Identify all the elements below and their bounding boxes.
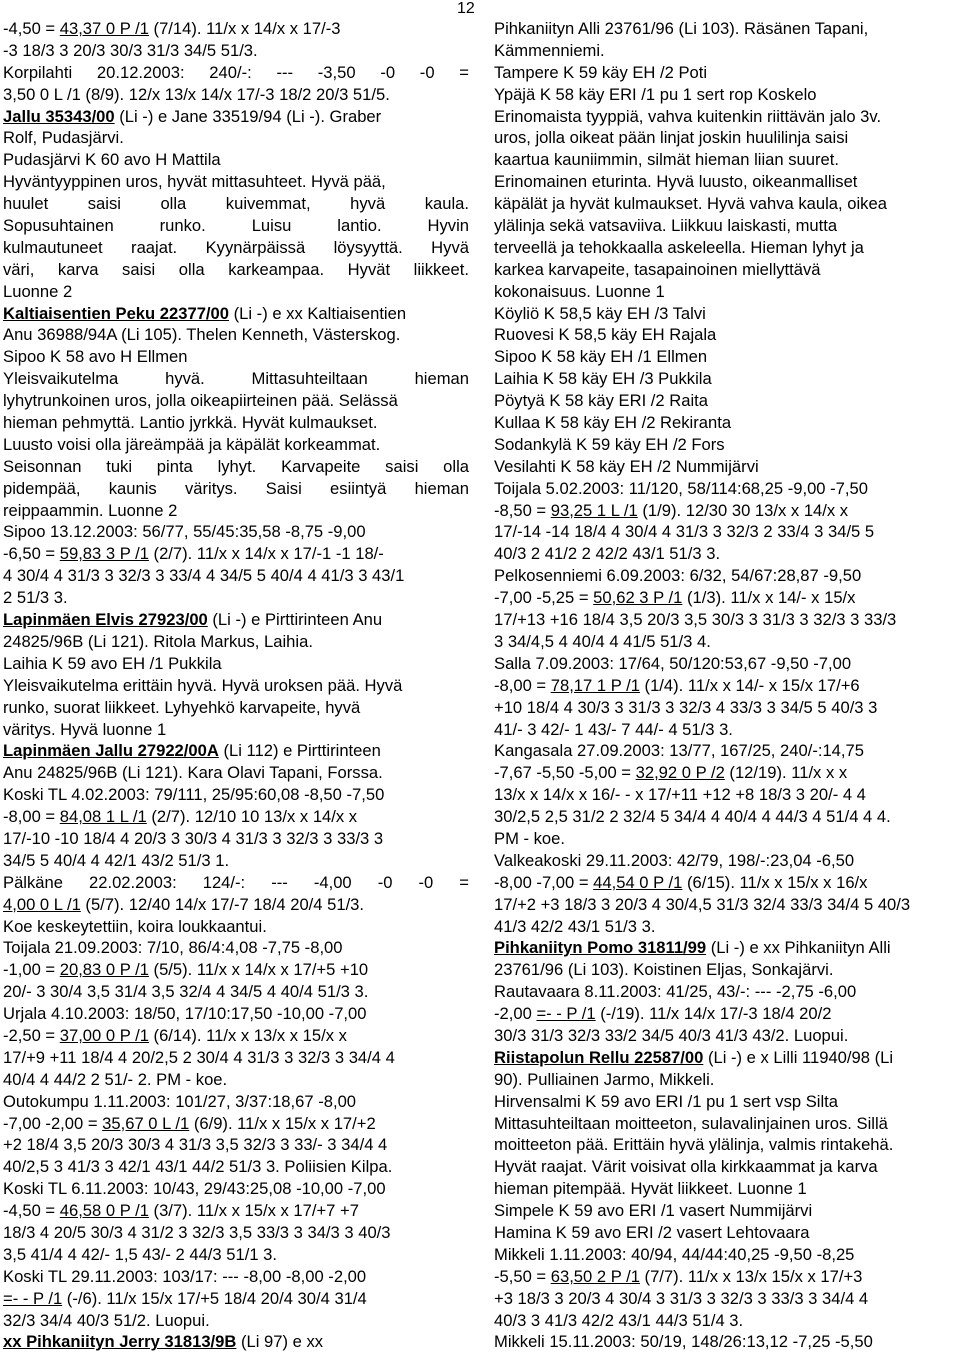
text-line	[494, 806, 960, 828]
text-line	[3, 412, 469, 434]
text-line	[494, 784, 960, 806]
text-segment: -4,50 =	[3, 1201, 60, 1221]
text-segment: -8,50 =	[494, 500, 551, 520]
text-line	[3, 259, 469, 281]
text-segment: Anu 36988/94A (Li 105). Thelen Kenneth, Västerskog.	[3, 325, 401, 345]
text-segment: Mikkeli 15.11.2003: 50/19, 148/26:13,12 -7,25 -5,50	[494, 1332, 873, 1352]
text-segment: 4 30/4 4 31/3 3 32/3 3 33/4 4 34/5 5 40/4 4 41/3 3 43/1	[3, 566, 405, 586]
text-line	[494, 937, 960, 959]
result-score: 43,37 0 P /1	[59, 19, 149, 38]
text-line	[494, 565, 960, 587]
text-segment: 23761/96 (Li 103). Koistinen Eljas, Sonkajärvi.	[494, 960, 834, 980]
text-segment: -5,50 =	[494, 1266, 551, 1286]
text-line	[3, 40, 469, 62]
text-line	[494, 40, 960, 62]
text-line	[3, 281, 469, 303]
text-line	[3, 872, 469, 894]
text-segment: Laihia K 58 käy EH /3 Pukkila	[494, 369, 712, 389]
text-line	[494, 1288, 960, 1310]
text-segment: Kangasala 27.09.2003: 13/77, 167/25, 240/-:14,75	[494, 741, 864, 761]
text-line	[494, 1134, 960, 1156]
text-line	[3, 587, 469, 609]
text-line	[494, 193, 960, 215]
text-line	[494, 18, 960, 40]
text-segment: Urjala 4.10.2003: 18/50, 17/10:17,50 -10,00 -7,00	[3, 1004, 367, 1024]
text-segment: huulet saisi olla kuivemmat, hyvä kaula.	[3, 194, 469, 214]
result-score: 35,67 0 L /1	[102, 1113, 190, 1133]
text-line	[3, 1222, 469, 1244]
text-segment: (2/7). 12/10 10 13/x x 14/x x	[146, 807, 358, 827]
text-segment: 30/2,5 2,5 31/2 2 32/4 5 34/4 4 40/4 4 44/3 4 51/4 4 4.	[494, 807, 891, 827]
text-line	[494, 390, 960, 412]
result-score: =- - P /1	[536, 1004, 596, 1024]
text-segment: (6/9). 11/x x 15/x x 17/+2	[189, 1113, 376, 1133]
text-segment: (1/4). 11/x x 14/- x 15/x 17/+6	[639, 675, 860, 695]
text-line	[3, 237, 469, 259]
text-segment: ylälinja sekä vatsaviiva. Liikkuu laiskasti, mutta	[494, 216, 838, 236]
result-score: 44,54 0 P /1	[593, 872, 683, 892]
text-segment: Hyväntyyppinen uros, hyvät mittasuhteet. Hyvä pää,	[3, 172, 386, 192]
text-line	[494, 1003, 960, 1025]
text-line	[494, 1069, 960, 1091]
text-segment: Yleisvaikutelma hyvä. Mittasuhteiltaan hieman	[3, 369, 469, 389]
dog-name: xx Pihkaniityn Jerry 31813/9B	[3, 1332, 237, 1352]
text-segment: väritys. Hyvä luonne 1	[3, 719, 167, 739]
text-line	[494, 259, 960, 281]
text-segment: Rolf, Pudasjärvi.	[3, 128, 124, 148]
text-line	[494, 303, 960, 325]
text-line	[3, 894, 469, 916]
text-line	[494, 740, 960, 762]
text-segment: 17/-14 -14 18/4 4 30/4 4 31/3 3 32/3 2 33/4 3 34/5 5	[494, 522, 875, 542]
text-line	[3, 193, 469, 215]
text-line	[494, 653, 960, 675]
text-line	[3, 543, 469, 565]
text-segment: hieman pitempää. Hyvät liikkeet. Luonne 1	[494, 1179, 807, 1199]
text-line	[494, 850, 960, 872]
text-segment: moitteeton pää. Erittäin hyvä ylälinja, valmis rintakehä.	[494, 1135, 894, 1155]
right-column	[494, 18, 960, 1353]
text-segment: (7/7). 11/x x 13/x 15/x x 17/+3	[639, 1266, 863, 1286]
text-line	[3, 1156, 469, 1178]
text-segment: terveellä ja tehokkaalla askeleella. Hieman lyhyt ja	[494, 237, 864, 257]
text-line	[494, 719, 960, 741]
text-segment: Sodankylä K 59 käy EH /2 Fors	[494, 434, 725, 454]
text-segment: 3,50 0 L /1	[3, 84, 81, 104]
text-segment: (6/14). 11/x x 13/x x 15/x x	[148, 1025, 347, 1045]
text-line	[494, 1266, 960, 1288]
text-segment: Salla 7.09.2003: 17/64, 50/120:53,67 -9,50 -7,00	[494, 653, 852, 673]
text-line	[3, 62, 469, 84]
text-line	[494, 500, 960, 522]
text-segment: +2 18/4 3,5 20/3 30/3 4 31/3 3,5 32/3 3 33/- 3 34/4 4	[3, 1135, 388, 1155]
text-line	[494, 762, 960, 784]
text-segment: 34/5 5 40/4 4 42/1 43/2 51/3 1.	[3, 850, 230, 870]
result-score: 93,25 1 L /1	[550, 500, 638, 520]
text-segment: -2,00	[494, 1004, 537, 1024]
text-line	[3, 806, 469, 828]
text-segment: Korpilahti 20.12.2003: 240/-: --- -3,50 -0 -0 =	[3, 62, 469, 82]
dog-name: Lapinmäen Jallu 27922/00A	[3, 741, 219, 761]
text-segment: Kullaa K 58 käy EH /2 Rekiranta	[494, 413, 732, 433]
text-segment: 40/4 4 44/2 2 51/- 2. PM - koe.	[3, 1069, 228, 1089]
text-line	[3, 719, 469, 741]
text-line	[3, 784, 469, 806]
text-segment: käpälät ja hyvät kulmaukset. Hyvä vahva kaula, oikea	[494, 194, 887, 214]
result-score: 20,83 0 P /1	[59, 960, 149, 980]
text-segment: 40/3 2 41/2 2 42/2 43/1 51/3 3.	[494, 544, 721, 564]
text-line	[3, 675, 469, 697]
text-segment: -6,50 =	[3, 544, 60, 564]
text-line	[494, 872, 960, 894]
text-segment: Sopusuhtainen runko. Luisu lantio. Hyvin	[3, 216, 469, 236]
text-segment: Kämmenniemi.	[494, 40, 605, 60]
text-segment: kokonaisuus. Luonne 1	[494, 281, 665, 301]
result-score: 84,08 1 L /1	[59, 807, 147, 827]
text-line	[494, 609, 960, 631]
text-segment: Köyliö K 58,5 käy EH /3 Talvi	[494, 303, 706, 323]
text-segment: 41/3 42/2 43/1 51/3 3.	[494, 916, 656, 936]
text-line	[494, 478, 960, 500]
text-line	[3, 521, 469, 543]
text-line	[3, 609, 469, 631]
text-segment: Toijala 5.02.2003: 11/120, 58/114:68,25 -9,00 -7,50	[494, 478, 868, 498]
text-line	[3, 1288, 469, 1310]
text-line	[3, 1003, 469, 1025]
text-line	[494, 916, 960, 938]
text-segment: Outokumpu 1.11.2003: 101/27, 3/37:18,67 -8,00	[3, 1091, 357, 1111]
text-segment: 3 34/4,5 4 40/4 4 41/5 51/3 4.	[494, 631, 711, 651]
text-line	[494, 894, 960, 916]
text-line	[494, 543, 960, 565]
text-segment: Ruovesi K 58,5 käy EH Rajala	[494, 325, 717, 345]
text-line	[494, 84, 960, 106]
text-segment: reippaammin. Luonne 2	[3, 500, 178, 520]
text-line	[3, 937, 469, 959]
text-line	[494, 1156, 960, 1178]
text-line	[3, 653, 469, 675]
text-line	[494, 106, 960, 128]
text-segment: (-/19). 11/x 14/x 17/-3 18/4 20/2	[595, 1004, 832, 1024]
text-line	[494, 127, 960, 149]
text-segment: 3,5 41/4 4 42/- 1,5 43/- 2 44/3 51/1 3.	[3, 1244, 277, 1264]
text-line	[494, 1331, 960, 1353]
dog-name: Pihkaniityn Pomo 31811/99	[494, 938, 707, 958]
text-line	[494, 521, 960, 543]
text-segment: (1/3). 11/x x 14/- x 15/x	[682, 588, 856, 608]
text-line	[494, 1200, 960, 1222]
text-segment: 17/+13 +16 18/4 3,5 20/3 3,5 30/3 3 31/3 3 32/3 3 33/3	[494, 610, 897, 630]
text-segment: (5/5). 11/x x 14/x x 17/+5 +10	[148, 960, 369, 980]
text-line	[3, 171, 469, 193]
text-segment: -7,00 -5,25 =	[494, 588, 594, 608]
text-segment: 24825/96B (Li 121). Ritola Markus, Laihia.	[3, 631, 313, 651]
text-line	[494, 412, 960, 434]
text-line	[494, 456, 960, 478]
text-segment: 30/3 31/3 32/3 33/2 34/5 40/3 41/3 43/2. Luopui.	[494, 1025, 849, 1045]
text-segment: Mikkeli 1.11.2003: 40/94, 44/44:40,25 -9,50 -8,25	[494, 1244, 855, 1264]
dog-name: Lapinmäen Elvis 27923/00	[3, 610, 208, 630]
text-line	[3, 1200, 469, 1222]
left-column	[3, 18, 469, 1353]
text-line	[494, 149, 960, 171]
text-segment: Tampere K 59 käy EH /2 Poti	[494, 62, 708, 82]
text-line	[494, 675, 960, 697]
text-segment: Sipoo 13.12.2003: 56/77, 55/45:35,58 -8,75 -9,00	[3, 522, 366, 542]
dog-name: Jallu 35343/00	[3, 106, 115, 126]
text-line	[494, 1025, 960, 1047]
text-line	[3, 18, 469, 40]
text-line	[3, 1113, 469, 1135]
text-segment: Pudasjärvi K 60 avo H Mattila	[3, 150, 221, 170]
text-segment: Pöytyä K 58 käy ERI /2 Raita	[494, 391, 708, 411]
text-line	[3, 478, 469, 500]
text-line	[494, 1222, 960, 1244]
text-segment: Rautavaara 8.11.2003: 41/25, 43/-: --- -2,75 -6,00	[494, 982, 857, 1002]
result-score: 78,17 1 P /1	[550, 675, 640, 695]
text-segment: 90). Pulliainen Jarmo, Mikkeli.	[494, 1069, 715, 1089]
text-line	[494, 346, 960, 368]
text-segment: (Li -) e xx Pihkaniityn Alli	[706, 938, 891, 958]
result-score: 59,83 3 P /1	[59, 544, 149, 564]
text-segment: Mittasuhteiltaan moitteeton, sulavalinjainen uros. Sillä	[494, 1113, 888, 1133]
text-segment: 18/3 4 20/5 30/3 4 31/2 3 32/3 3,5 33/3 3 34/3 3 40/3	[3, 1222, 391, 1242]
result-score: 4,00 0 L /1	[3, 894, 81, 914]
text-segment: -8,00 =	[3, 807, 60, 827]
text-line	[3, 127, 469, 149]
text-line	[3, 850, 469, 872]
text-line	[3, 916, 469, 938]
text-segment: -7,67 -5,50 -5,00 =	[494, 763, 636, 783]
text-line	[3, 1244, 469, 1266]
text-segment: PM - koe.	[494, 828, 566, 848]
text-segment: 17/+9 +11 18/4 4 20/2,5 2 30/4 4 31/3 3 32/3 3 34/4 4	[3, 1047, 395, 1067]
text-segment: (7/14). 11/x x 14/x x 17/-3	[148, 19, 341, 38]
text-line	[3, 697, 469, 719]
text-segment: pidempää, kaunis väritys. Saisi esiintyä hieman	[3, 478, 469, 498]
text-line	[494, 981, 960, 1003]
dog-name: Riistapolun Rellu 22587/00	[494, 1047, 704, 1067]
text-line	[494, 281, 960, 303]
text-line	[3, 215, 469, 237]
text-segment: (12/19). 11/x x x	[724, 763, 848, 783]
text-line	[3, 106, 469, 128]
text-segment: karkea karvapeite, tasapainoinen miellyttävä	[494, 259, 821, 279]
text-line	[494, 1047, 960, 1069]
text-segment: Anu 24825/96B (Li 121). Kara Olavi Tapani, Forssa.	[3, 763, 383, 783]
text-line	[3, 631, 469, 653]
text-segment: 20/- 3 30/4 3,5 31/4 3,5 32/4 4 34/5 4 40/4 51/3 3.	[3, 982, 369, 1002]
text-segment: Yleisvaikutelma erittäin hyvä. Hyvä uroksen pää. Hyvä	[3, 675, 403, 695]
text-segment: uros, jolla oikeat pään linjat joskin huulilinja saisi	[494, 128, 849, 148]
text-segment: Luusto voisi olla järeämpää ja käpälät korkeammat.	[3, 434, 381, 454]
text-line	[494, 631, 960, 653]
text-segment: Koski TL 4.02.2003: 79/111, 25/95:60,08 -8,50 -7,50	[3, 785, 385, 805]
text-line	[494, 62, 960, 84]
dog-name: Kaltiaisentien Peku 22377/00	[3, 303, 229, 323]
text-segment: Pälkäne 22.02.2003: 124/-: --- -4,00 -0 -0 =	[3, 872, 469, 892]
text-line	[3, 434, 469, 456]
text-line	[494, 1113, 960, 1135]
text-line	[3, 1266, 469, 1288]
text-line	[3, 1310, 469, 1332]
text-segment: Koski TL 6.11.2003: 10/43, 29/43:25,08 -10,00 -7,00	[3, 1179, 386, 1199]
text-line	[3, 1178, 469, 1200]
text-segment: Koe keskeytettiin, koira loukkaantui.	[3, 916, 267, 936]
text-line	[3, 1047, 469, 1069]
text-line	[494, 1178, 960, 1200]
text-segment: Koski TL 29.11.2003: 103/17: --- -8,00 -8,00 -2,00	[3, 1266, 367, 1286]
text-segment: 17/-10 -10 18/4 4 20/3 3 30/3 4 31/3 3 32/3 3 33/3 3	[3, 828, 384, 848]
text-line	[494, 587, 960, 609]
text-line	[3, 84, 469, 106]
text-line	[3, 740, 469, 762]
result-score: =- - P /1	[3, 1288, 63, 1308]
text-segment: -8,00 -7,00 =	[494, 872, 594, 892]
text-segment: lyhytrunkoinen uros, jolla oikeapiirteinen pää. Selässä	[3, 391, 398, 411]
text-segment: (Li 97) e xx	[236, 1332, 324, 1352]
text-segment: (5/7). 12/40 14/x 17/-7 18/4 20/4 51/3.	[80, 894, 365, 914]
text-segment: 13/x x 14/x x 16/- - x 17/+11 +12 +8 18/3 3 20/- 4 4	[494, 785, 866, 805]
text-line	[494, 1310, 960, 1332]
text-segment: (2/7). 11/x x 14/x x 17/-1 -1 18/-	[148, 544, 384, 564]
text-segment: runko, suorat liikkeet. Lyhyehkö karvapeite, hyvä	[3, 697, 361, 717]
text-segment: Sipoo K 58 käy EH /1 Ellmen	[494, 347, 708, 367]
text-segment: -8,00 =	[494, 675, 551, 695]
text-line	[494, 237, 960, 259]
text-segment: 32/3 34/4 40/3 51/2. Luopui.	[3, 1310, 210, 1330]
text-segment: Pihkaniityn Alli 23761/96 (Li 103). Räsänen Tapani,	[494, 19, 869, 38]
result-score: 32,92 0 P /2	[635, 763, 725, 783]
text-segment: hieman pehmyttä. Lantio jyrkkä. Hyvät kulmaukset.	[3, 413, 378, 433]
text-segment: +3 18/3 3 20/3 4 30/4 3 31/3 3 32/3 3 33/3 3 34/4 4	[494, 1288, 869, 1308]
result-score: 50,62 3 P /1	[593, 588, 683, 608]
text-segment: Ypäjä K 58 käy ERI /1 pu 1 sert rop Koskelo	[494, 84, 817, 104]
text-line	[3, 1025, 469, 1047]
text-segment: Hyvät raajat. Värit voisivat olla kirkkaammat ja karva	[494, 1157, 878, 1177]
text-segment: (-/6). 11/x 15/x 17/+5 18/4 20/4 30/4 31/4	[62, 1288, 367, 1308]
text-segment: (Li -) e xx Kaltiaisentien	[229, 303, 407, 323]
text-segment: (Li 112) e Pirttirinteen	[218, 741, 381, 761]
text-line	[3, 762, 469, 784]
text-line	[3, 346, 469, 368]
text-segment: 40/2,5 3 41/3 3 42/1 43/1 44/2 51/3 3. Poliisien Kilpa.	[3, 1157, 393, 1177]
text-segment: Erinomainen eturinta. Hyvä luusto, oikeanmalliset	[494, 172, 858, 192]
text-segment: (3/7). 11/x x 15/x x 17/+7 +7	[148, 1201, 359, 1221]
text-line	[494, 1244, 960, 1266]
result-score: 63,50 2 P /1	[550, 1266, 640, 1286]
text-segment: Laihia K 59 avo EH /1 Pukkila	[3, 653, 222, 673]
text-line	[494, 324, 960, 346]
text-segment: (8/9). 12/x 13/x 14/x 17/-3 18/2 20/3 51/5.	[80, 84, 390, 104]
text-line	[494, 828, 960, 850]
text-line	[3, 1091, 469, 1113]
result-score: 37,00 0 P /1	[59, 1025, 149, 1045]
text-line	[494, 368, 960, 390]
text-line	[494, 434, 960, 456]
text-segment: Simpele K 59 avo ERI /1 vasert Nummijärvi	[494, 1201, 813, 1221]
text-segment: (1/9). 12/30 30 13/x x 14/x x	[637, 500, 849, 520]
page-number: 12	[457, 0, 475, 17]
text-segment: (Li -) e Jane 33519/94 (Li -). Graber	[114, 106, 382, 126]
text-segment: -3 18/3 3 20/3 30/3 31/3 34/5 51/3.	[3, 40, 258, 60]
text-segment: (6/15). 11/x x 15/x x 16/x	[682, 872, 868, 892]
text-line	[3, 368, 469, 390]
text-line	[3, 1069, 469, 1091]
text-line	[3, 828, 469, 850]
text-segment: Hamina K 59 avo ERI /2 vasert Lehtovaara	[494, 1222, 810, 1242]
text-segment: kulmautuneet raajat. Kyynärpäissä löysyyttä. Hyvä	[3, 237, 469, 257]
text-line	[3, 1331, 469, 1353]
text-segment: 2 51/3 3.	[3, 588, 68, 608]
text-segment: -2,50 =	[3, 1025, 60, 1045]
text-segment: Luonne 2	[3, 281, 73, 301]
text-segment: Erinomaista tyyppiä, vahva kuitenkin riittävän jalo 3v.	[494, 106, 882, 126]
text-line	[494, 959, 960, 981]
text-line	[3, 500, 469, 522]
text-line	[3, 1134, 469, 1156]
text-line	[3, 324, 469, 346]
text-segment: Hirvensalmi K 59 avo ERI /1 pu 1 sert vsp Silta	[494, 1091, 839, 1111]
text-segment: väri, karva saisi olla karkeampaa. Hyvät liikkeet.	[3, 259, 469, 279]
text-line	[494, 697, 960, 719]
text-segment: 17/+2 +3 18/3 3 20/3 4 30/4,5 31/3 32/4 33/3 34/4 5 40/3	[494, 894, 911, 914]
text-line	[3, 149, 469, 171]
text-line	[3, 456, 469, 478]
text-line	[3, 390, 469, 412]
text-segment: Vesilahti K 58 käy EH /2 Nummijärvi	[494, 456, 759, 476]
result-score: 46,58 0 P /1	[59, 1201, 149, 1221]
text-line	[494, 171, 960, 193]
text-line	[494, 215, 960, 237]
text-segment: Pelkosenniemi 6.09.2003: 6/32, 54/67:28,87 -9,50	[494, 566, 862, 586]
text-segment: Seisonnan tuki pinta lyhyt. Karvapeite saisi olla	[3, 456, 469, 476]
text-line	[3, 981, 469, 1003]
text-segment: (Li -) e x Lilli 11940/98 (Li	[703, 1047, 894, 1067]
text-line	[3, 565, 469, 587]
text-line	[3, 959, 469, 981]
text-segment: Valkeakoski 29.11.2003: 42/79, 198/-:23,04 -6,50	[494, 850, 855, 870]
text-line	[3, 303, 469, 325]
text-segment: Sipoo K 58 avo H Ellmen	[3, 347, 188, 367]
text-segment: -7,00 -2,00 =	[3, 1113, 103, 1133]
text-segment: -1,00 =	[3, 960, 60, 980]
text-segment: kaartua kauniimmin, silmät hieman liian suuret.	[494, 150, 839, 170]
text-line	[494, 1091, 960, 1113]
text-segment: Toijala 21.09.2003: 7/10, 86/4:4,08 -7,75 -8,00	[3, 938, 343, 958]
text-segment: 41/- 3 42/- 1 43/- 7 44/- 4 51/3 3.	[494, 719, 733, 739]
text-segment: -4,50 =	[3, 19, 60, 38]
text-segment: +10 18/4 4 30/3 3 31/3 3 32/3 4 33/3 3 34/5 5 40/3 3	[494, 697, 878, 717]
text-segment: (Li -) e Pirttirinteen Anu	[207, 610, 383, 630]
text-segment: 40/3 3 41/3 42/2 43/1 44/3 51/4 3.	[494, 1310, 744, 1330]
